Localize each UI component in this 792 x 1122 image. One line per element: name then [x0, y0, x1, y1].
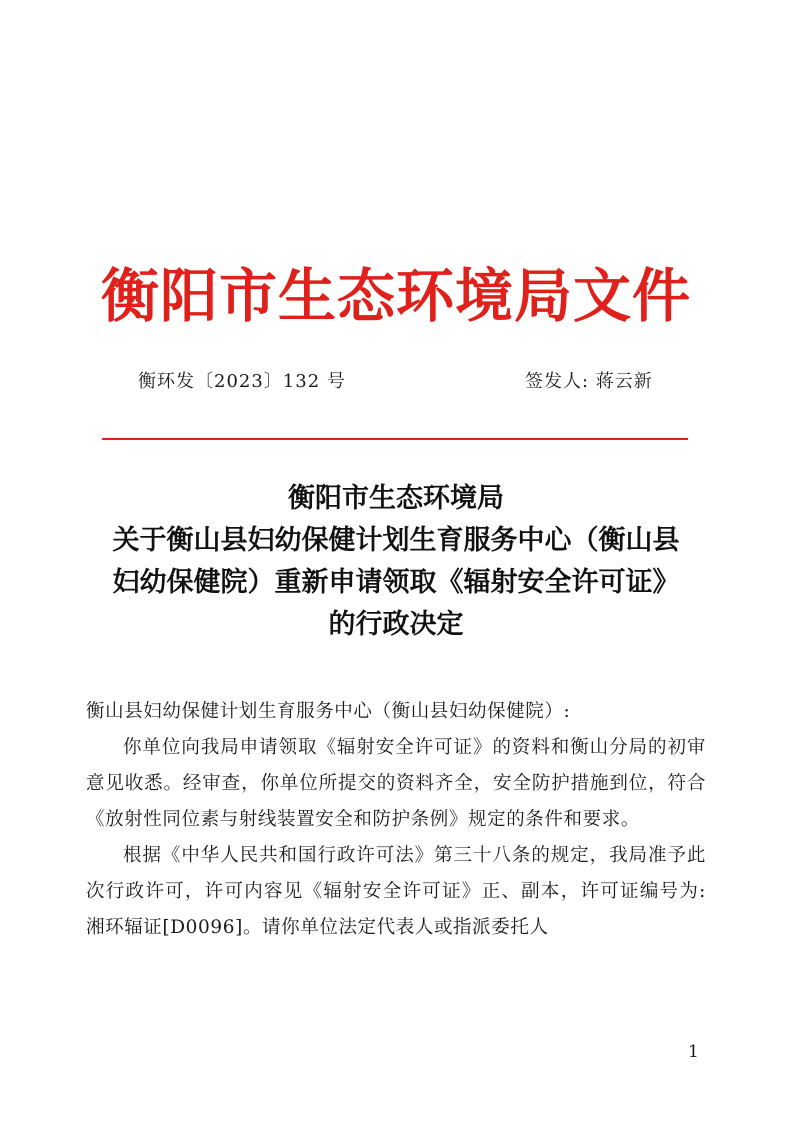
document-body	[86, 694, 706, 946]
page-number: 1	[688, 1042, 699, 1062]
body-paragraph: 根据《中华人民共和国行政许可法》第三十八条的规定，我局准予此次行政许可，许可内容见《辐射安全许可证》正、副本，许可证编号为: 湘环辐证[D0096]。请你单位法定代表人或指派委托人	[86, 845, 706, 938]
title-line: 衡阳市生态环境局	[288, 483, 504, 514]
issuer-signature-line: 签发人: 蒋云新	[525, 371, 653, 392]
red-divider-line	[102, 438, 688, 440]
document-number: 衡环发〔2023〕132 号	[138, 371, 346, 392]
title-line: 关于衡山县妇幼保健计划生育服务中心（衡山县	[112, 525, 680, 556]
title-line: 妇幼保健院）重新申请领取《辐射安全许可证》	[112, 567, 680, 598]
agency-red-header: 衡阳市生态环境局文件	[100, 262, 691, 330]
document-title	[70, 478, 722, 646]
addressee: 衡山县妇幼保健计划生育服务中心（衡山县妇幼保健院）:	[86, 701, 571, 722]
title-line: 的行政决定	[328, 609, 464, 640]
body-paragraph: 你单位向我局申请领取《辐射安全许可证》的资料和衡山分局的初审意见收悉。经审查，你单位所提交的资料齐全，安全防护措施到位，符合《放射性同位素与射线装置安全和防护条例》规定的条件和要求。	[86, 737, 706, 830]
